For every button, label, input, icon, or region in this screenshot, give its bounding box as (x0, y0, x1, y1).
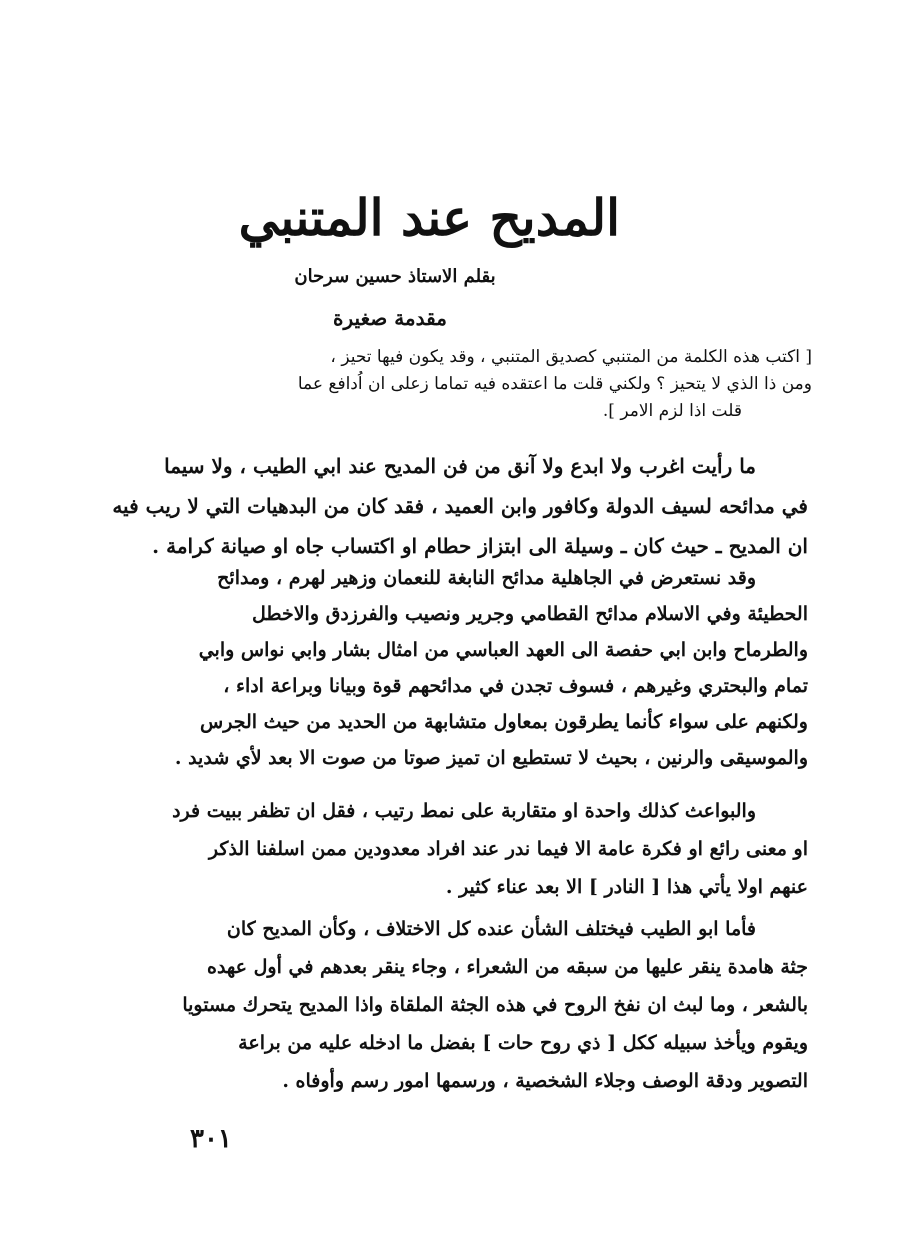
text-line: تمام والبحتري وغيرهم ، فسوف تجدن في مدائحهم قوة وبيانا وبراعة اداء ، (223, 675, 808, 697)
text-line: ويقوم ويأخذ سبيله ككل [ ذي روح حات ] بفضل ما ادخله عليه من براعة (238, 1032, 808, 1054)
paragraph-4 (92, 910, 808, 1100)
text-line: الحطيئة وفي الاسلام مدائح القطامي وجرير ونصيب والفرزدق والاخطل (251, 603, 808, 625)
article-byline: بقلم الاستاذ حسين سرحان (294, 266, 496, 287)
page-number: ٣٠١ (190, 1124, 232, 1154)
text-line: التصوير ودقة الوصف وجلاء الشخصية ، ورسمها امور رسم وأوفاه . (282, 1070, 808, 1092)
text-line: ولكنهم على سواء كأنما يطرقون بمعاول متشابهة من الحديد من حيث الجرس (200, 711, 808, 733)
section-subtitle: مقدمة صغيرة (333, 306, 447, 330)
text-line: والموسيقى والرنين ، بحيث لا تستطيع ان تميز صوتا من صوت الا بعد لأي شديد . (174, 747, 808, 769)
intro-note (112, 344, 812, 425)
text-line: او معنى رائع او فكرة عامة الا فيما ندر عند افراد معدودين ممن اسلفنا الذكر (208, 838, 808, 860)
intro-line: قلت اذا لزم الامر ]. (602, 401, 742, 421)
text-line: عنهم اولا يأتي هذا [ النادر ] الا بعد عناء كثير . (445, 876, 808, 898)
intro-line: [ اكتب هذه الكلمة من المتنبي كصديق المتنبي ، وقد يكون فيها تحيز ، (330, 347, 812, 367)
text-line: ما رأيت اغرب ولا ابدع ولا آنق من فن المديح عند ابي الطيب ، ولا سيما (164, 454, 756, 478)
text-line: جثة هامدة ينقر عليها من سبقه من الشعراء ، وجاء ينقر بعدهم في أول عهده (206, 956, 808, 978)
text-line: والبواعث كذلك واحدة او متقاربة على نمط رتيب ، فقل ان تظفر ببيت فرد (172, 800, 756, 822)
text-line: في مدائحه لسيف الدولة وكافور وابن العميد ، فقد كان من البدهيات التي لا ريب فيه (112, 494, 808, 518)
paragraph-2 (92, 560, 808, 776)
text-line: وقد نستعرض في الجاهلية مدائح النابغة للنعمان وزهير لهرم ، ومدائح (217, 567, 756, 589)
paragraph-1 (92, 446, 808, 566)
text-line: بالشعر ، وما لبث ان نفخ الروح في هذه الجثة الملقاة واذا المديح يتحرك مستويا (182, 994, 808, 1016)
text-line: والطرماح وابن ابي حفصة الى العهد العباسي من امثال بشار وابي نواس وابي (198, 639, 808, 661)
text-line: ان المديح ـ حيث كان ـ وسيلة الى ابتزاز حطام او اكتساب جاه او صيانة كرامة . (152, 534, 808, 558)
text-line: فأما ابو الطيب فيختلف الشأن عنده كل الاختلاف ، وكأن المديح كان (226, 918, 756, 940)
paragraph-3 (92, 792, 808, 906)
intro-line: ومن ذا الذي لا يتحيز ؟ ولكني قلت ما اعتقده فيه تماما زعلى ان اُدافع عما (297, 374, 812, 394)
article-title: المديح عند المتنبي (238, 188, 620, 247)
